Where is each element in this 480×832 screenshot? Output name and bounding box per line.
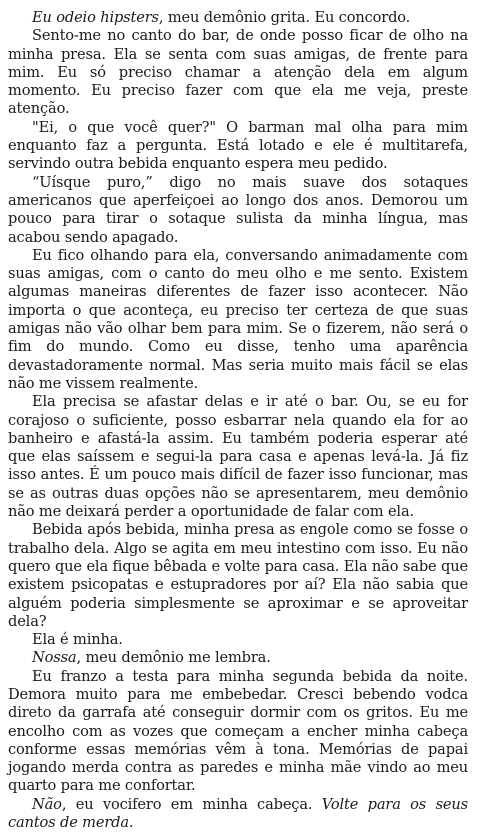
paragraph bbox=[8, 668, 468, 796]
paragraph bbox=[8, 174, 468, 247]
text-run: , meu demônio grita. Eu concordo. bbox=[158, 9, 411, 26]
paragraph bbox=[8, 9, 468, 27]
text-run: Eu fico olhando para ela, conversando animadamente com suas amigas, com o canto do meu olho e me sento. Existem algumas maneiras diferentes de fazer isso acontecer. Não importa o que aconteça, eu preciso ter certeza de que suas amigas não vão olhar bem para mim. Se o fizerem, não será o fim do mundo. Como eu disse, tenho uma aparência devastadoramente normal. Mas seria muito mais fácil se elas não me vissem realmente. bbox=[8, 246, 468, 392]
paragraph bbox=[8, 119, 468, 174]
paragraph bbox=[8, 27, 468, 118]
text-run: , eu vocifero em minha cabeça. bbox=[61, 795, 322, 813]
text-run: Eu franzo a testa para minha segunda bebida da noite. Demora muito para me embebedar. Cresci bebendo vodca direto da garrafa até conseguir dormir com os gritos. Eu me encolho com as vozes que começam a encher minha cabeça conforme essas memórias vêm à tona. Memórias de papai jogando merda contra as paredes e minha mãe vindo ao meu quarto para me confortar. bbox=[8, 667, 468, 795]
italic-text: Volte para os seus cantos de merda. bbox=[8, 795, 468, 832]
text-run: "Ei, o que você quer?" O barman mal olha para mim enquanto faz a pergunta. Está lotado e ele é multitarefa, servindo outra bebida enquanto espera meu pedido. bbox=[8, 118, 468, 173]
italic-text: Nossa bbox=[32, 649, 77, 667]
italic-text: Não bbox=[32, 795, 62, 813]
text-run: Bebida após bebida, minha presa as engole como se fosse o trabalho dela. Algo se agita em meu intestino com isso. Eu não quero que ela fique bêbada e volte para casa. Ela não sabe que existem psicopatas e estupradores por aí? Ela não sabia que alguém poderia simplesmente se aproximar e se aproveitar dela? bbox=[8, 521, 468, 630]
paragraph bbox=[8, 247, 468, 393]
text-run: Sento-me no canto do bar, de onde posso ficar de olho na minha presa. Ela se senta com suas amigas, de frente para mim. Eu só preciso chamar a atenção dela em algum momento. Eu preciso fazer com que ela me veja, preste atenção. bbox=[8, 27, 468, 118]
paragraph bbox=[8, 649, 468, 667]
paragraph bbox=[8, 796, 468, 832]
paragraph bbox=[8, 631, 468, 649]
text-run: , meu demônio me lembra. bbox=[76, 649, 271, 667]
text-run: “Uísque puro,” digo no mais suave dos sotaques americanos que aperfeiçoei ao longo dos anos. Demorou um pouco para tirar o sotaque sulista da minha língua, mas acabou sendo apagado. bbox=[8, 173, 468, 246]
italic-text: Eu odeio hipsters bbox=[32, 9, 159, 26]
text-run: Ela é minha. bbox=[32, 631, 123, 649]
paragraph bbox=[8, 521, 468, 631]
text-run: Ela precisa se afastar delas e ir até o bar. Ou, se eu for corajoso o suficiente, posso esbarrar nela quando ela for ao banheiro e afastá-la assim. Eu também poderia esperar até que elas saíssem e segui-la para casa e apenas levá-la. Já fiz isso antes. É um pouco mais difícil de fazer isso funcionar, mas se as outras duas opções não se apresentarem, meu demônio não me deixará perder a oportunidade de falar com ela. bbox=[8, 393, 468, 521]
paragraph bbox=[8, 393, 468, 521]
